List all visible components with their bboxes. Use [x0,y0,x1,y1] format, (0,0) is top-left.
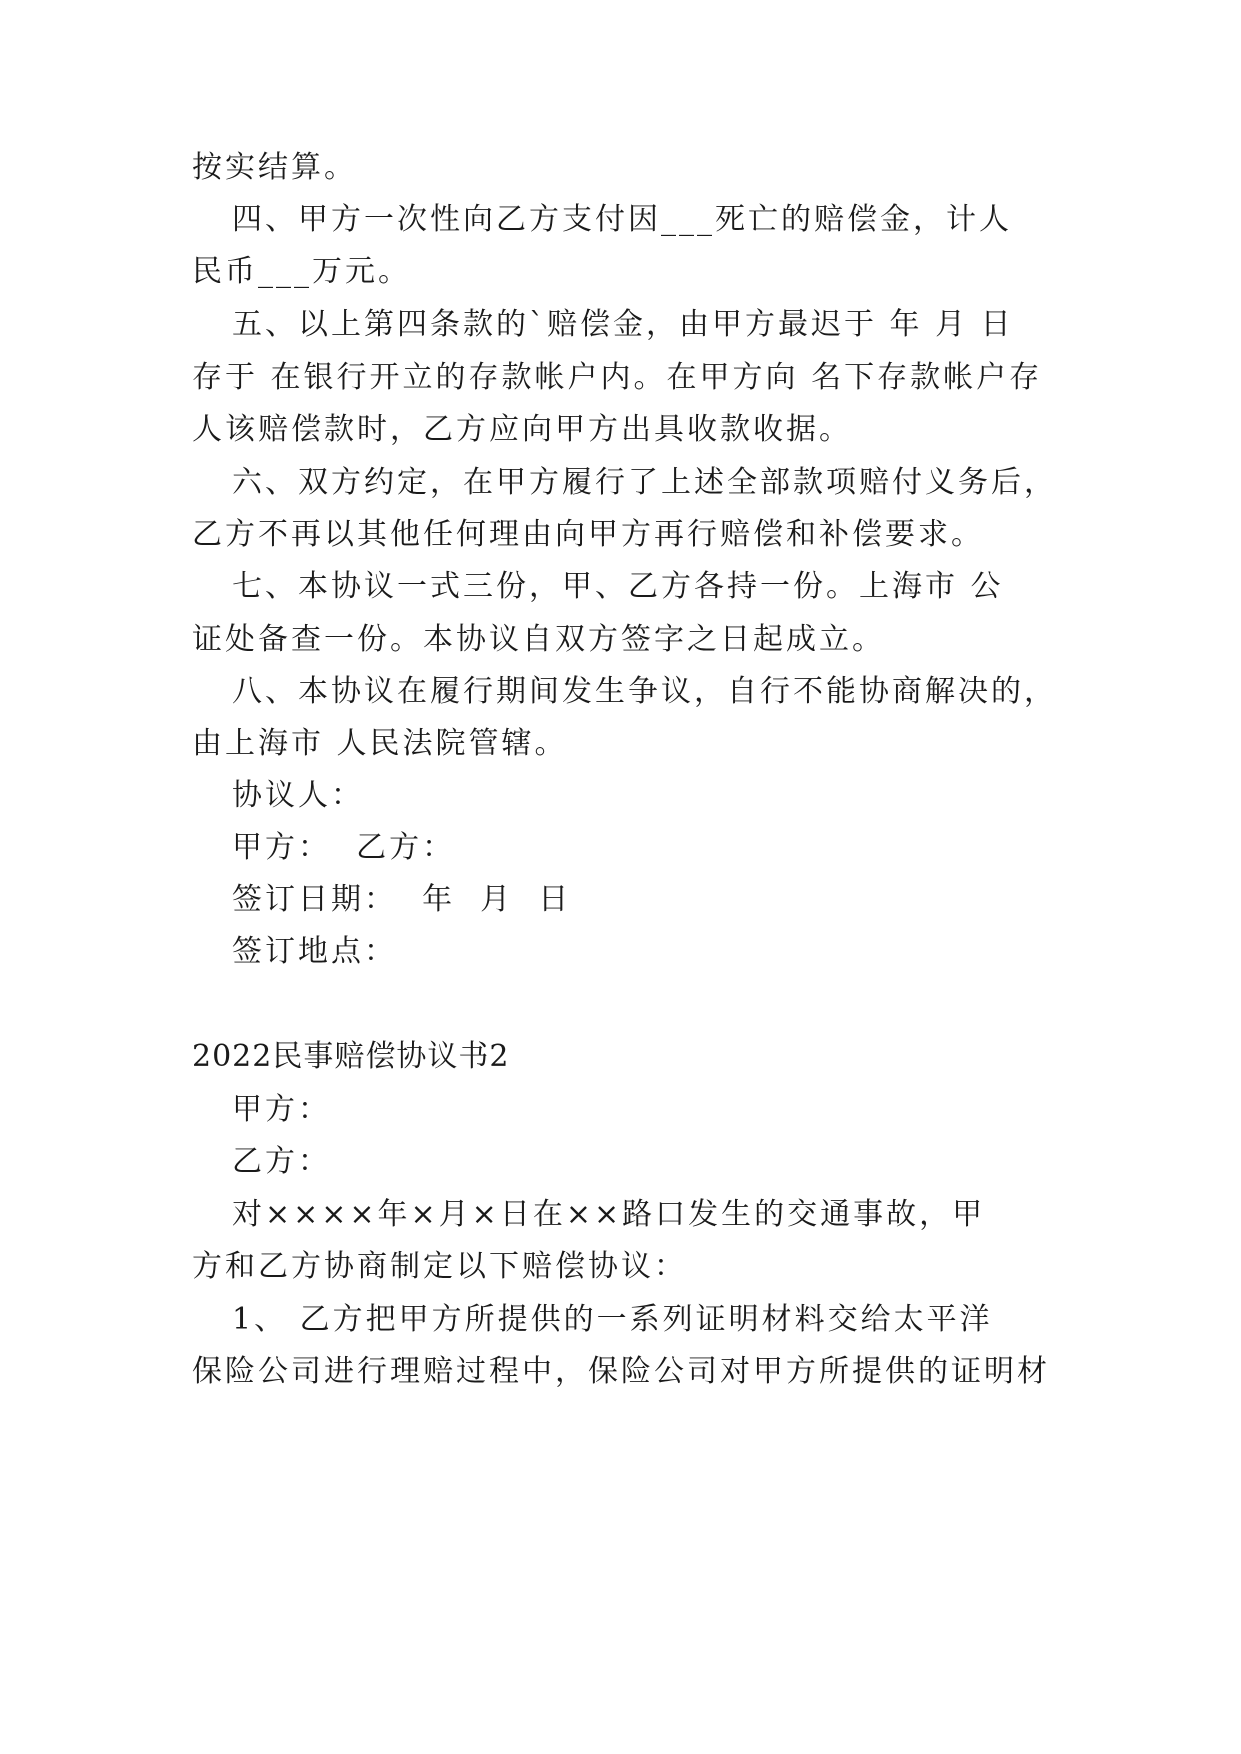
paragraph-line: 八、本协议在履行期间发生争议，自行不能协商解决的， [232,674,1057,709]
section-title: 2022民事赔偿协议书2 [192,1039,510,1074]
paragraph-line: 1、 乙方把甲方所提供的一系列证明材料交给太平洋 [232,1302,993,1337]
party-a-line: 甲方： [232,1092,331,1127]
paragraph-line: 四、甲方一次性向乙方支付因___死亡的赔偿金，计人 [232,202,1012,237]
signers-label: 协议人： [232,778,364,813]
paragraph-line: 七、本协议一式三份，甲、乙方各持一份。上海市 公 [232,569,1004,604]
party-b-line: 乙方： [232,1144,331,1179]
paragraph-line: 五、以上第四条款的`赔偿金，由甲方最迟于 年 月 日 [232,307,1014,342]
paragraph-line: 方和乙方协商制定以下赔偿协议： [192,1249,687,1284]
paragraph-line: 乙方不再以其他任何理由向甲方再行赔偿和补偿要求。 [192,517,984,552]
paragraph-line: 由上海市 人民法院管辖。 [192,726,568,761]
paragraph-line: 证处备查一份。本协议自双方签字之日起成立。 [192,622,885,657]
sign-place-line: 签订地点： [232,934,397,969]
parties-line: 甲方： 乙方： [232,830,456,865]
paragraph-line: 人该赔偿款时，乙方应向甲方出具收款收据。 [192,412,852,447]
paragraph-line: 保险公司进行理赔过程中，保险公司对甲方所提供的证明材 [192,1354,1050,1389]
paragraph-line: 六、双方约定，在甲方履行了上述全部款项赔付义务后， [232,465,1057,500]
paragraph-line: 按实结算。 [192,150,357,185]
sign-date-line: 签订日期： 年 月 日 [232,882,572,917]
paragraph-line: 民币___万元。 [192,254,411,289]
paragraph-line: 对××××年×月×日在××路口发生的交通事故，甲 [232,1197,986,1232]
paragraph-line: 存于 在银行开立的存款帐户内。在甲方向 名下存款帐户存 [192,360,1043,395]
